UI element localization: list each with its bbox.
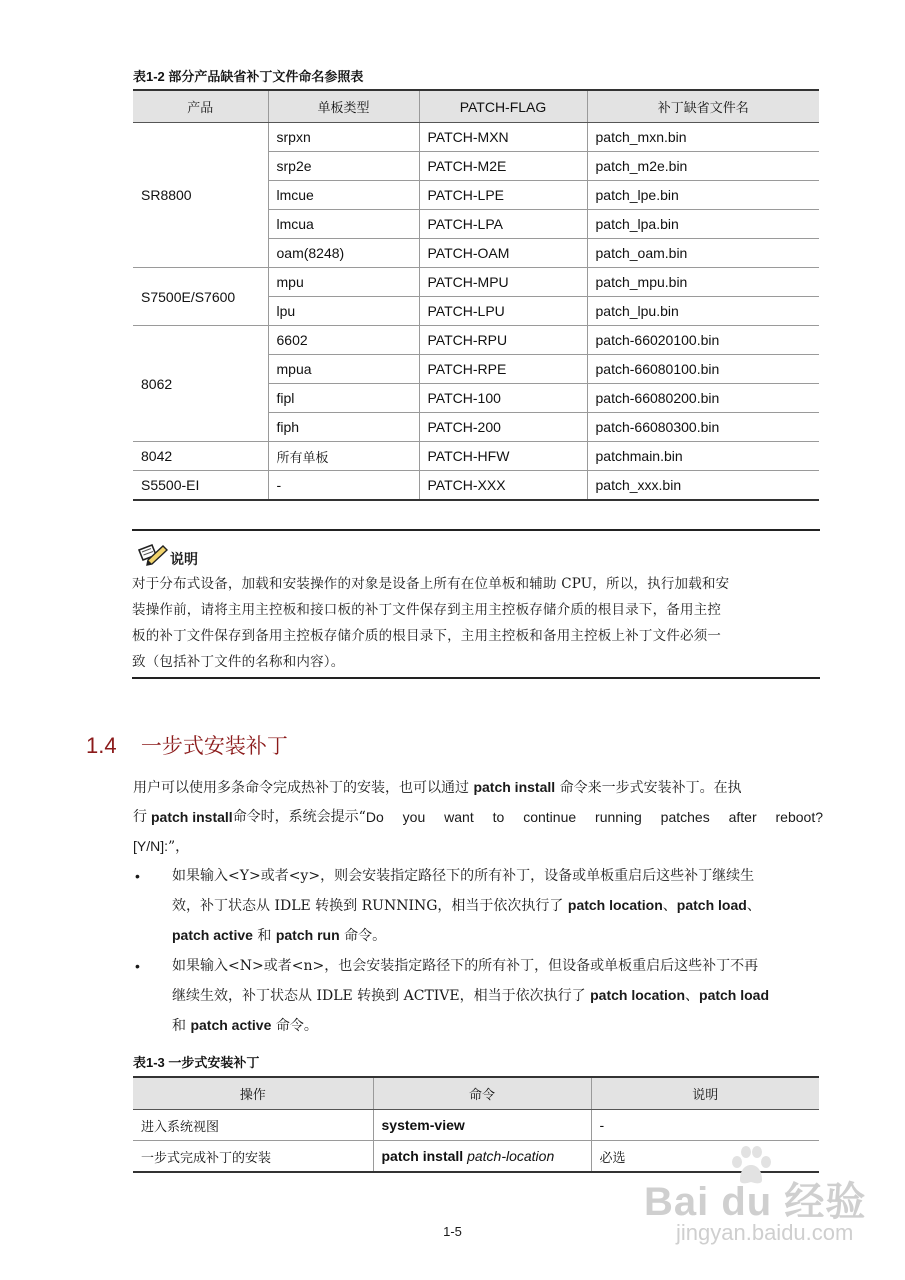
board-cell: mpua	[268, 355, 419, 384]
filename-cell: patch_xxx.bin	[587, 471, 819, 501]
board-cell: mpu	[268, 268, 419, 297]
bullet-text: 继续生效，补丁状态从 IDLE 转换到 ACTIVE，相当于依次执行了	[172, 988, 586, 1004]
filename-cell: patchmain.bin	[587, 442, 819, 471]
bullet-command: patch location	[590, 987, 686, 1003]
watermark-url: jingyan.baidu.com	[676, 1220, 854, 1245]
flag-cell: PATCH-XXX	[419, 471, 587, 501]
bullet-line: 如果输入<Y>或者<y>，则会安装指定路径下的所有补丁，设备或单板重启后这些补丁继续生	[172, 868, 755, 884]
board-cell: lmcue	[268, 181, 419, 210]
bullet-text: 效，补丁状态从 IDLE 转换到 RUNNING，相当于依次执行了	[172, 898, 564, 914]
bullet-text: 命令。	[344, 928, 387, 944]
board-cell: oam(8248)	[268, 239, 419, 268]
intro-command: patch install	[473, 779, 556, 795]
bullet-text: 和	[172, 1018, 186, 1034]
baidu-watermark	[640, 1140, 867, 1260]
board-cell: 6602	[268, 326, 419, 355]
table2-caption: 表1-3 一步式安装补丁	[133, 1055, 260, 1070]
note-line: 对于分布式设备，加载和安装操作的对象是设备上所有在位单板和辅助 CPU，所以，执行加载和安	[132, 576, 730, 592]
description-cell: -	[591, 1110, 819, 1141]
table-row	[133, 326, 819, 355]
bullet-text: 和	[257, 928, 272, 944]
command-argument: patch-location	[467, 1148, 555, 1164]
table1	[133, 89, 819, 501]
filename-cell: patch_lpu.bin	[587, 297, 819, 326]
intro-paragraph	[133, 773, 823, 862]
note-line: 装操作前，请将主用主控板和接口板的补丁文件保存到主用主控板存储介质的根目录下，备用主控	[132, 602, 722, 618]
command-name: system-view	[381, 1117, 465, 1133]
note-box	[132, 529, 820, 679]
table1-header: 补丁缺省文件名	[587, 90, 819, 123]
bullet-item	[172, 952, 822, 1041]
flag-cell: PATCH-HFW	[419, 442, 587, 471]
filename-cell: patch_m2e.bin	[587, 152, 819, 181]
flag-cell: PATCH-LPA	[419, 210, 587, 239]
filename-cell: patch_lpa.bin	[587, 210, 819, 239]
flag-cell: PATCH-LPU	[419, 297, 587, 326]
watermark-brand: Bai du 经验	[644, 1180, 867, 1224]
filename-cell: patch-66080100.bin	[587, 355, 819, 384]
intro-command: patch install	[151, 809, 233, 825]
board-cell: srp2e	[268, 152, 419, 181]
prompt-text: [Y/N]:	[133, 838, 169, 854]
bullet-command: patch active	[172, 927, 253, 943]
command-cell	[373, 1110, 591, 1141]
bullet-text: 、	[685, 988, 700, 1004]
note-title: 说明	[170, 552, 198, 568]
operation-cell: 进入系统视图	[133, 1110, 373, 1141]
flag-cell: PATCH-RPE	[419, 355, 587, 384]
flag-cell: PATCH-M2E	[419, 152, 587, 181]
note-body	[132, 571, 820, 675]
table-row	[133, 1110, 819, 1141]
bullet-line: 如果输入<N>或者<n>，也会安装指定路径下的所有补丁，但设备或单板重启后这些补丁不再	[172, 958, 759, 974]
board-cell: lmcua	[268, 210, 419, 239]
table-row	[133, 268, 819, 297]
note-line: 致（包括补丁文件的名称和内容）。	[132, 654, 345, 670]
flag-cell: PATCH-OAM	[419, 239, 587, 268]
note-line: 板的补丁文件保存到备用主控板存储介质的根目录下，主用主控板和备用主控板上补丁文件必须一	[132, 628, 722, 644]
filename-cell: patch-66080300.bin	[587, 413, 819, 442]
filename-cell: patch_mpu.bin	[587, 268, 819, 297]
board-cell: fiph	[268, 413, 419, 442]
section-heading	[86, 730, 288, 760]
intro-text: 行	[133, 809, 147, 825]
intro-text: ”，	[168, 839, 190, 855]
section-title: 一步式安装补丁	[140, 734, 288, 758]
product-cell: S7500E/S7600	[133, 268, 268, 326]
bullet-dot: •	[135, 958, 140, 974]
product-cell: S5500-EI	[133, 471, 268, 501]
table2-header: 操作	[133, 1077, 373, 1110]
product-cell: 8042	[133, 442, 268, 471]
prompt-text: Do you want to continue running patches after reboot?	[365, 809, 823, 825]
command-name: patch install	[381, 1148, 464, 1164]
table1-header: 单板类型	[268, 90, 419, 123]
bullet-item	[172, 862, 822, 951]
flag-cell: PATCH-MPU	[419, 268, 587, 297]
section-number: 1.4	[86, 733, 117, 758]
bullet-text: 、	[746, 898, 761, 914]
page-number: 1-5	[443, 1224, 462, 1239]
bullet-text: 命令。	[275, 1018, 318, 1034]
description-cell: 必选	[591, 1141, 819, 1173]
product-cell: SR8800	[133, 123, 268, 268]
filename-cell: patch-66020100.bin	[587, 326, 819, 355]
bullet-command: patch load	[676, 897, 747, 913]
table2-header: 命令	[373, 1077, 591, 1110]
filename-cell: patch_lpe.bin	[587, 181, 819, 210]
table1-caption: 表1-2 部分产品缺省补丁文件命名参照表	[133, 69, 364, 84]
board-cell: fipl	[268, 384, 419, 413]
flag-cell: PATCH-200	[419, 413, 587, 442]
table2-header: 说明	[591, 1077, 819, 1110]
flag-cell: PATCH-100	[419, 384, 587, 413]
board-cell: 所有单板	[268, 442, 419, 471]
bullet-command: patch location	[567, 897, 663, 913]
table1-header: PATCH-FLAG	[419, 90, 587, 123]
bullet-dot: •	[135, 868, 140, 884]
bullet-text: 、	[662, 898, 677, 914]
table-row	[133, 442, 819, 471]
filename-cell: patch-66080200.bin	[587, 384, 819, 413]
operation-cell: 一步式完成补丁的安装	[133, 1141, 373, 1173]
bullet-command: patch run	[275, 927, 340, 943]
flag-cell: PATCH-MXN	[419, 123, 587, 152]
filename-cell: patch_mxn.bin	[587, 123, 819, 152]
intro-text: 用户可以使用多条命令完成热补丁的安装，也可以通过	[133, 780, 469, 796]
bullet-command: patch active	[190, 1017, 272, 1033]
flag-cell: PATCH-LPE	[419, 181, 587, 210]
table-row	[133, 123, 819, 152]
board-cell: srpxn	[268, 123, 419, 152]
table1-header: 产品	[133, 90, 268, 123]
filename-cell: patch_oam.bin	[587, 239, 819, 268]
intro-text: 命令时，系统会提示“	[232, 809, 366, 825]
board-cell: lpu	[268, 297, 419, 326]
bullet-command: patch load	[699, 987, 770, 1003]
table-row	[133, 471, 819, 501]
intro-text: 命令来一步式安装补丁。在执	[559, 780, 742, 796]
board-cell: -	[268, 471, 419, 501]
product-cell: 8062	[133, 326, 268, 442]
flag-cell: PATCH-RPU	[419, 326, 587, 355]
command-cell	[373, 1141, 591, 1173]
note-pencil-icon	[136, 541, 170, 567]
